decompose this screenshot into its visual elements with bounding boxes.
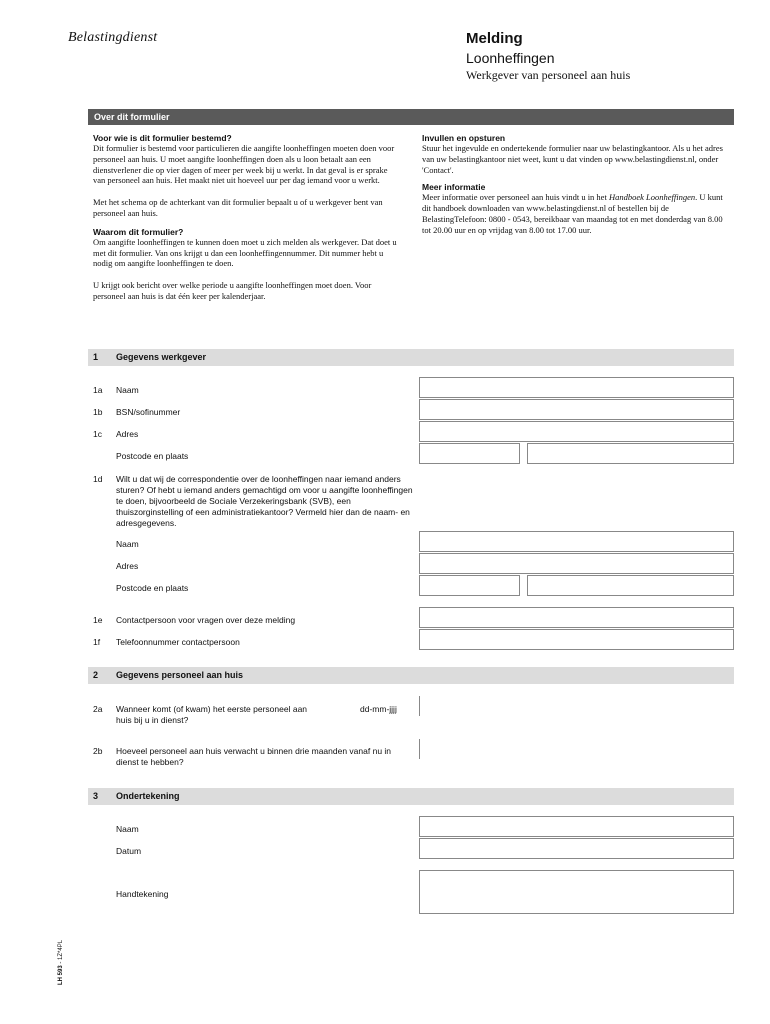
row-1c-label: Adres	[116, 429, 139, 439]
signature-field[interactable]	[419, 870, 734, 914]
intro-paragraph-send: Stuur het ingevulde en ondertekende formulier naar uw belastingkantoor. Als u het adres van uw belastingkantoor niet weet, kunt u dat vinden op www.belastingdienst.nl, onder 'Contact'.	[422, 143, 723, 175]
signature-date-label: Datum	[116, 846, 142, 856]
section-1-bar	[88, 349, 734, 366]
date-format-hint: dd-mm-jjjj	[360, 704, 397, 714]
intro-heading-who: Voor wie is dit formulier bestemd?	[93, 133, 232, 143]
info-text-a: Meer informatie over personeel aan huis vindt u in het	[422, 192, 609, 203]
intro-paragraph-schema: Met het schema op de achterkant van dit formulier bepaalt u of u werkgever bent van personeel aan huis.	[93, 197, 383, 218]
form-subsubtitle: Werkgever van personeel aan huis	[466, 68, 631, 82]
intro-paragraph-who: Dit formulier is bestemd voor particulieren die aangifte loonheffingen moeten doen voor personeel aan huis. U moet aangifte loonheffingen doen als u loon betaalt aan een dienstverlener die op vier dagen of meer per week bij u werkt. In dat geval is er sprake van personeel aan huis. Het maakt niet uit hoeveel uur per dag iemand voor u werkt.	[93, 143, 395, 186]
representative-city-field[interactable]	[527, 575, 734, 596]
employer-postcode-field[interactable]	[419, 443, 520, 464]
row-2a-label: Wanneer komt (of kwam) het eerste personeel aan huis bij u in dienst?	[116, 704, 308, 725]
signature-name-field[interactable]	[419, 816, 734, 837]
expected-employees-field[interactable]	[419, 739, 420, 759]
section-3-title: Ondertekening	[116, 791, 180, 801]
contact-phone-field[interactable]	[419, 629, 734, 650]
row-1c-number: 1c	[93, 429, 102, 439]
section-2-number: 2	[93, 670, 99, 680]
representative-address-field[interactable]	[419, 553, 734, 574]
intro-right-column	[422, 133, 728, 236]
form-title: Melding	[466, 30, 523, 47]
representative-name-field[interactable]	[419, 531, 734, 552]
info-text-b: . U kunt dit handboek downloaden van www.belastingdienst.nl of bestellen bij de BelastingTelefoon: 0800 - 0543, bereikbaar van maandag tot en met donderdag van 8.00 tot 20.00 uur en op vrijdag van 8.00 tot 17.00 uur.	[422, 192, 723, 235]
row-1b-label: BSN/sofinummer	[116, 407, 181, 417]
row-1d-question: Wilt u dat wij de correspondentie over de loonheffingen naar iemand anders sturen? Of hebt u iemand anders gemachtigd om voor u aangifte loonheffingen te doen, bijvoorbeeld de Sociale Verzekeringsbank (SVB), een thuiszorginstelling of een administratiekantoor? Vermeld hier dan de naam- en adresgegevens.	[116, 474, 413, 528]
first-employee-date-field[interactable]	[419, 696, 420, 716]
signature-label: Handtekening	[116, 889, 169, 899]
section-2-bar	[88, 667, 734, 684]
form-code-main: LH 593	[58, 965, 64, 985]
row-1a-label: Naam	[116, 385, 139, 395]
row-2a-number: 2a	[93, 704, 103, 714]
row-1e-number: 1e	[93, 615, 103, 625]
intro-heading-info: Meer informatie	[422, 182, 486, 193]
row-1e-label: Contactpersoon voor vragen over deze melding	[116, 615, 296, 625]
section-1-number: 1	[93, 352, 99, 362]
row-1c-postcode-label: Postcode en plaats	[116, 451, 189, 461]
row-1d-adres-label: Adres	[116, 561, 139, 571]
intro-paragraph-why: Om aangifte loonheffingen te kunnen doen moet u zich melden als werkgever. Dat doet u met dit formulier. Van ons krijgt u dan een loonheffingennummer. Dit nummer hebt u nodig om aangifte loonheffingen te doen.	[93, 236, 397, 269]
intro-heading-why: Waarom dit formulier?	[93, 226, 184, 237]
employer-bsn-field[interactable]	[419, 399, 734, 420]
form-subtitle: Loonheffingen	[466, 50, 555, 66]
employer-city-field[interactable]	[527, 443, 734, 464]
row-1a-number: 1a	[93, 385, 103, 395]
intro-bar	[88, 109, 734, 125]
handbook-title: Handboek Loonheffingen	[608, 192, 696, 203]
row-1b-number: 1b	[93, 407, 103, 417]
section-1-title: Gegevens werkgever	[116, 352, 207, 362]
form-code-suffix: - 1Z*4PL	[58, 939, 64, 966]
row-1d-postcode-label: Postcode en plaats	[116, 583, 189, 593]
row-1f-number: 1f	[93, 637, 101, 647]
representative-postcode-field[interactable]	[419, 575, 520, 596]
signature-name-label: Naam	[116, 824, 139, 834]
section-3-bar	[88, 788, 734, 805]
section-2-title: Gegevens personeel aan huis	[116, 670, 244, 680]
row-2b-number: 2b	[93, 746, 103, 756]
contact-person-field[interactable]	[419, 607, 734, 628]
intro-paragraph-info	[422, 192, 728, 235]
intro-bar-label: Over dit formulier	[94, 112, 170, 122]
brand-logo-text: Belastingdienst	[68, 30, 158, 45]
row-1d-number: 1d	[93, 474, 103, 484]
employer-address-field[interactable]	[419, 421, 734, 442]
intro-paragraph-period: U krijgt ook bericht over welke periode u aangifte loonheffingen moet doen. Voor personeel aan huis is dat één keer per kalenderjaar.	[93, 280, 372, 301]
intro-left-column	[93, 133, 398, 302]
intro-heading-send: Invullen en opsturen	[422, 133, 506, 143]
row-2b-label: Hoeveel personeel aan huis verwacht u binnen drie maanden vanaf nu in dienst te hebben?	[116, 746, 392, 767]
signature-date-field[interactable]	[419, 838, 734, 859]
row-1f-label: Telefoonnummer contactpersoon	[116, 637, 240, 647]
row-1d-naam-label: Naam	[116, 539, 139, 549]
employer-name-field[interactable]	[419, 377, 734, 398]
section-3-number: 3	[93, 791, 99, 801]
form-code	[58, 940, 64, 985]
